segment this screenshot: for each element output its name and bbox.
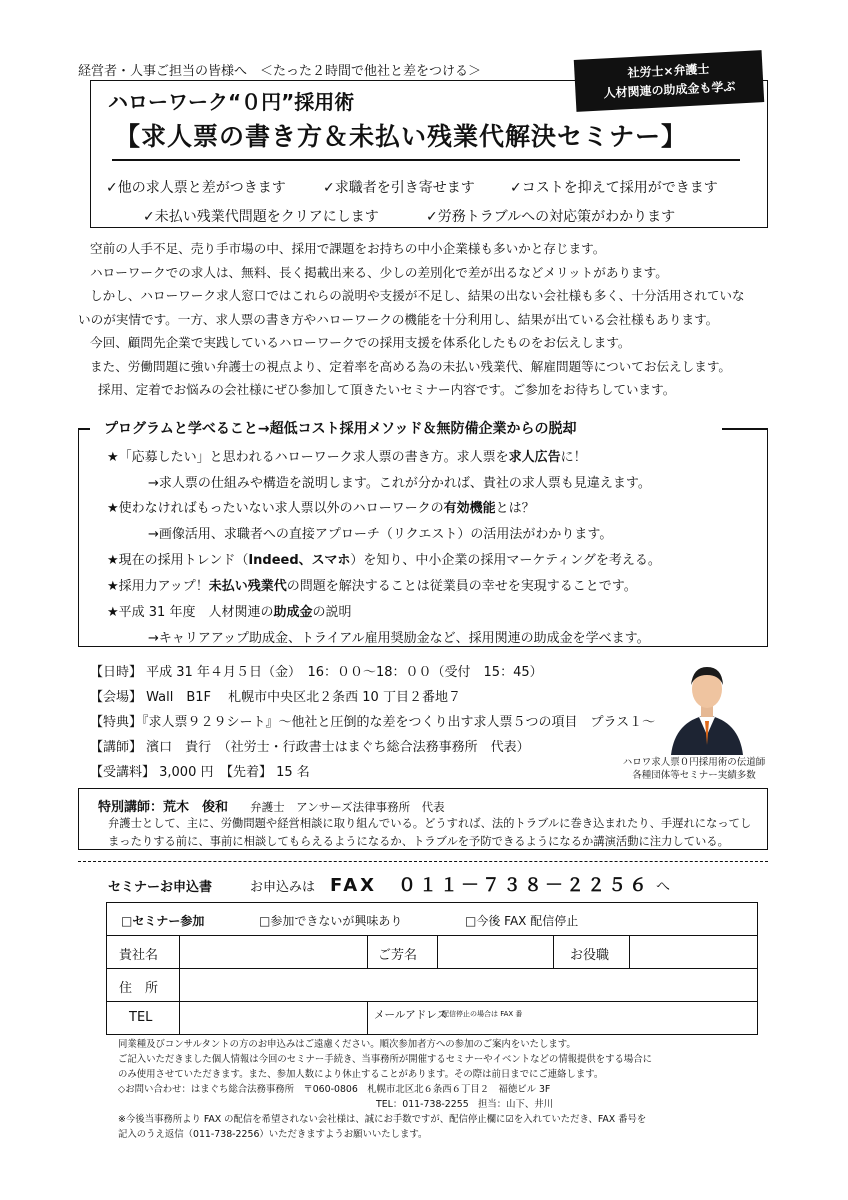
title-label-cell	[553, 936, 630, 968]
footer-line: のみ使用させていただきます。また、参加人数により休止することがあります。その際は前日までにご連絡します。	[118, 1069, 604, 1080]
form-contact-row	[107, 1001, 757, 1034]
footer-line: TEL：011-738-2255 担当：山下、井川	[376, 1099, 554, 1110]
email-label: メールアドレス	[374, 1009, 447, 1021]
page-title: 【求人票の書き方＆未払い残業代解決セミナー】	[115, 122, 688, 151]
benefit-4: ✓未払い残業代問題をクリアにします	[143, 209, 379, 225]
form-options-row	[107, 903, 757, 935]
option-stop-fax-checkbox[interactable]: □今後 FAX 配信停止	[465, 914, 579, 928]
badge-line-2: 人材関連の助成金も学ぶ	[603, 79, 736, 101]
form-company-row	[107, 935, 757, 968]
footer-line: ※今後当事務所より FAX の配信を希望されない会社様は、誠にお手数ですが、配信停止欄に☑を入れていただき、FAX 番号を	[118, 1114, 647, 1125]
photo-caption	[604, 756, 784, 782]
intro-text	[78, 237, 778, 402]
intro-line: また、労働問題に強い弁護士の視点より、定着率を高める為の未払い残業代、解雇問題等についてお伝えします。	[90, 358, 732, 374]
name-label-cell	[367, 936, 438, 968]
name-field[interactable]	[437, 936, 554, 968]
intro-line: 採用、定着でお悩みの会社様にぜひ参加して頂きたいセミナー内容です。ご参加をお待ちしています。	[98, 382, 676, 397]
subtitle: ハローワーク“０円”採用術	[108, 90, 355, 114]
apply-prefix: お申込みは	[250, 880, 316, 895]
info-venue: 【会場】 Wall B1F 札幌市中央区北２条西 10 丁目２番地７	[90, 690, 461, 705]
tel-label: TEL	[129, 1010, 153, 1025]
program-item-1: ★「応募したい」と思われるハローワーク求人票の書き方。求人票を求人広告に！	[107, 450, 587, 465]
intro-line: 今回、顧問先企業で実践しているハローワークでの採用支援を体系化したものをお伝えします。	[90, 335, 631, 350]
benefit-3: ✓コストを抑えて採用ができます	[510, 180, 718, 196]
photo-caption-line-2: 各種団体等セミナー実績多数	[632, 770, 756, 781]
intro-line: 空前の人手不足、売り手市場の中、採用で課題をお持ちの中小企業様も多いかと存じます。	[90, 241, 606, 256]
program-item-2-detail: →画像活用、求職者への直接アプローチ（リクエスト）の活用法がわかります。	[148, 527, 613, 542]
lecturer-photo	[665, 655, 749, 755]
cut-line	[78, 861, 768, 862]
address-label: 住 所	[119, 981, 159, 996]
apply-title: セミナーお申込書	[108, 880, 213, 895]
program-heading: プログラムと学べること→超低コスト採用メソッド＆無防備企業からの脱却	[92, 418, 720, 438]
company-label: 貴社名	[119, 948, 159, 963]
program-rule-left	[78, 428, 90, 430]
info-bonus: 【特典】『求人票９２９シート』～他社と圧倒的な差をつくり出す求人票５つの項目 プラス１～	[90, 715, 656, 730]
tagline: 経営者・人事ご担当の皆様へ ＜たった２時間で他社と差をつける＞	[78, 64, 482, 79]
fax-number: FAX ０１１－７３８－２２５６ へ	[330, 875, 674, 896]
title-label: お役職	[570, 948, 610, 963]
footer-notes	[118, 1037, 768, 1142]
speaker-affiliation: 弁護士 アンサーズ法律事務所 代表	[250, 800, 445, 814]
badge	[574, 50, 764, 112]
footer-line: 同業種及びコンサルタントの方のお申込みはご遠慮ください。順次参加者方への参加のご案内をいたします。	[118, 1039, 576, 1050]
title-divider	[112, 159, 740, 161]
company-field[interactable]	[179, 936, 368, 968]
program-item-5-detail: →キャリアアップ助成金、トライアル雇用奨励金など、採用関連の助成金を学べます。	[148, 631, 650, 646]
email-field[interactable]	[367, 1002, 757, 1034]
program-item-5: ★平成 31 年度 人材関連の助成金の説明	[107, 605, 352, 620]
info-date: 【日時】 平成 31 年４月５日（金） 16：００～18：００（受付 15：45）	[90, 665, 543, 680]
form-address-row	[107, 968, 757, 1001]
option-attend-checkbox[interactable]: □セミナー参加	[121, 914, 205, 928]
program-item-3: ★現在の採用トレンド（Indeed、スマホ）を知り、中小企業の採用マーケティングを考える。	[107, 553, 661, 568]
badge-line-1: 社労士×弁護士	[627, 61, 710, 81]
title-field[interactable]	[629, 936, 757, 968]
email-note: 配信停止の場合は FAX 番	[442, 1010, 523, 1018]
benefit-5: ✓労務トラブルへの対応策がわかります	[426, 209, 676, 225]
tel-field[interactable]	[179, 1002, 368, 1034]
program-rule-right	[722, 428, 768, 430]
photo-caption-line-1: ハロワ求人票０円採用術の伝道師	[622, 757, 766, 768]
program-item-2: ★使わなければもったいない求人票以外のハローワークの有効機能とは？	[107, 501, 535, 516]
info-lecturer: 【講師】 濱口 貴行 （社労士・行政書士はまぐち総合法務事務所 代表）	[90, 740, 530, 755]
footer-line: 記入のうえ返信（011-738-2256）いただきますようお願いいたします。	[118, 1129, 428, 1140]
speaker-bio: 弁護士として、主に、労働問題や経営相談に取り組んでいる。どうすれば、法的トラブルに巻き込まれたり、手遅れになってしまったりする前に、事前に相談してもらえるようになるか、トラブルを予防できるようになるか講演活動に注力している。	[108, 817, 752, 848]
program-item-4: ★採用力アップ！未払い残業代の問題を解決することは従業員の幸せを実現することです。	[107, 579, 637, 594]
program-item-1-detail: →求人票の仕組みや構造を説明します。これが分かれば、貴社の求人票も見違えます。	[148, 476, 651, 491]
benefit-2: ✓求職者を引き寄せます	[323, 180, 475, 196]
speaker-name: 特別講師：荒木 俊和	[98, 800, 229, 815]
intro-line: ハローワークでの求人は、無料、長く掲載出来る、少しの差別化で差が出るなどメリットがあります。	[90, 264, 668, 280]
intro-line: いのが実情です。一方、求人票の書き方やハローワークの機能を十分利用し、結果が出ている会社様もあります。	[78, 311, 719, 327]
speaker-heading	[98, 796, 445, 815]
info-fee: 【受講料】 3,000 円 【先着】 15 名	[90, 765, 310, 780]
intro-line: しかし、ハローワーク求人窓口ではこれらの説明や支援が不足し、結果の出ない会社様も多く、十分活用されていな	[90, 288, 745, 303]
address-field[interactable]	[179, 969, 757, 1001]
footer-line: ◇お問い合わせ：はまぐち総合法務事務所 〒060-0806 札幌市北区北６条西６丁目２ 福徳ビル 3F	[118, 1084, 551, 1095]
benefit-1: ✓他の求人票と差がつきます	[106, 180, 286, 196]
footer-line: ご記入いただきました個人情報は今回のセミナー手続き、当事務所が開催するセミナーやイベントなどの情報提供をする場合に	[118, 1054, 653, 1065]
name-label: ご芳名	[378, 948, 418, 963]
option-interest-checkbox[interactable]: □参加できないが興味あり	[259, 914, 403, 928]
application-form	[106, 902, 758, 1035]
